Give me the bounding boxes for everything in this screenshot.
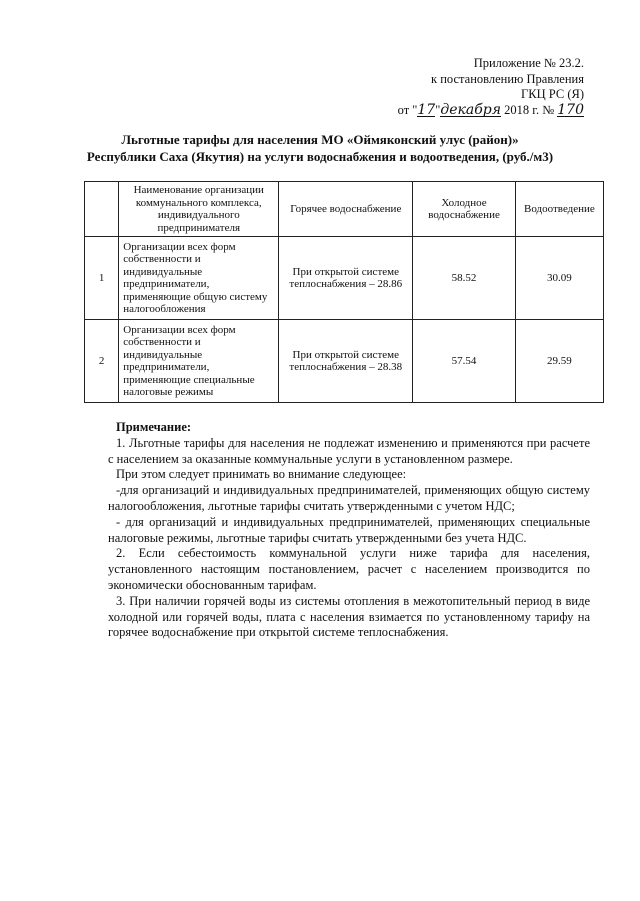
row-number: 2 xyxy=(85,320,119,403)
note-paragraph-3: -для организаций и индивидуальных предпринимателей, применяющих общую систему налогообложения, льготные тарифы считать утвержденными с учетом НДС; xyxy=(108,483,590,513)
header-organization: Наименование организации коммунального комплекса, индивидуального предпринимателя xyxy=(119,182,279,237)
header-cold-water: Холодное водоснабжение xyxy=(413,182,516,237)
table-row xyxy=(85,320,604,403)
row-hot-water: При открытой системе теплоснабжения – 28.86 xyxy=(279,237,413,320)
row-organization: Организации всех форм собственности и индивидуальные предприниматели, применяющие специальные налоговые режимы xyxy=(119,320,279,403)
document-number: 170 xyxy=(557,101,584,118)
note-paragraph-4: - для организаций и индивидуальных предпринимателей, применяющих специальные налоговые режимы, льготные тарифы считать утвержденными без учета НДС. xyxy=(108,514,590,545)
note-paragraph-6: 3. При наличии горячей воды из системы отопления в межотопительный период в виде холодной или горячей воды, плата с населения взимается по установленному тарифу на горячее водоснабжение при открытой системе теплоснабжения. xyxy=(108,593,590,640)
tariff-table xyxy=(84,181,604,403)
header-drainage: Водоотведение xyxy=(515,182,603,237)
row-drainage: 29.59 xyxy=(515,320,603,403)
row-cold-water: 57.54 xyxy=(413,320,516,403)
document-title xyxy=(40,131,600,165)
title-line-2: Республики Саха (Якутия) на услуги водоснабжения и водоотведения, (руб./м3) xyxy=(86,149,554,164)
date-year: 2018 г. № xyxy=(504,102,555,117)
appendix-resolution: к постановлению Правления xyxy=(431,71,584,86)
appendix-number: Приложение № 23.2. xyxy=(473,56,584,70)
header-hot-water: Горячее водоснабжение xyxy=(279,182,413,237)
row-organization: Организации всех форм собственности и индивидуальные предприниматели, применяющие общую систему налогообложения xyxy=(119,237,279,320)
row-cold-water: 58.52 xyxy=(413,237,516,320)
notes-section xyxy=(108,420,590,641)
row-drainage: 30.09 xyxy=(515,237,603,320)
date-day: 17 xyxy=(417,101,436,118)
note-paragraph-1: 1. Льготные тарифы для населения не подлежат изменению и применяются при расчете с населением за оказанные коммунальные услуги в установленном размере. xyxy=(108,435,590,466)
appendix-authority: ГКЦ РС (Я) xyxy=(521,87,584,101)
appendix-date-line xyxy=(398,103,584,119)
date-month: декабря xyxy=(440,101,501,118)
header-num xyxy=(85,182,119,237)
row-number: 1 xyxy=(85,237,119,320)
notes-heading: Примечание: xyxy=(116,420,192,434)
table-header-row xyxy=(85,182,604,237)
note-paragraph-5: 2. Если себестоимость коммунальной услуги ниже тарифа для населения, установленного настоящим постановлением, расчет с населением производится по экономически обоснованным тарифам. xyxy=(108,546,590,592)
title-line-1: Льготные тарифы для населения МО «Оймяконский улус (район)» xyxy=(121,132,519,147)
appendix-header xyxy=(398,56,584,118)
row-hot-water: При открытой системе теплоснабжения – 28.38 xyxy=(279,320,413,403)
date-quote: " xyxy=(435,102,441,117)
date-prefix: от " xyxy=(397,102,418,117)
note-paragraph-2: При этом следует принимать во внимание следующее: xyxy=(116,467,407,482)
table-row xyxy=(85,237,604,320)
